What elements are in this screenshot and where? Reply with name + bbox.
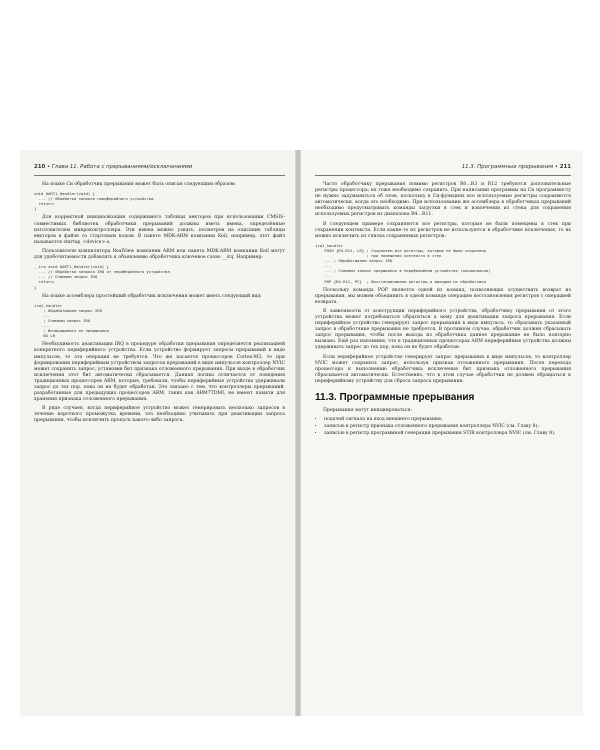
list-item: • записью в регистр программной генерации прерывания STIR контроллера NVIC (см. Главу 8). bbox=[324, 431, 571, 437]
paragraph: Часто обработчику прерывания помимо регистров R0…R3 и R12 требуются дополнительные регистры процессора; их тоже необходимо сохранить. При написании программы на Си программисту не нужно задумываться об этом, поскольку в Си-функциях все используемые регистры сохраняются автоматически, когда это необходимо. При использовании же ассемблера в обработчиках прерываний необходимо предусматривать команды загрузки в стек и извлечения из стека для сохранения используемых регистров из диапазона R4…R11. bbox=[315, 182, 571, 218]
list-item: • записью в регистр признака отложенного прерывания контроллера NVIC (см. Главу 8); bbox=[324, 424, 571, 430]
paragraph: На языке Си обработчик прерывания может быть описан следующим образом: bbox=[42, 182, 236, 187]
header-bullet: • bbox=[46, 164, 51, 170]
paragraph: Если периферийное устройство генерирует запрос прерывания в виде импульсов, то контроллер NVIC может сохранить запрос, используя признак отложенного прерывания. После перехода процессора к выполнению обработчика исключения бит признака отложенного прерывания сбрасывается автоматически. Естественно, что в этом случае обработчик не должен обращаться к периферийному устройству для сброса запроса прерывания. bbox=[315, 354, 571, 384]
left-running-header bbox=[34, 164, 192, 170]
paragraph: Поскольку команда POP является одной из команд, позволяющих осуществить возврат из прерывания, мы можем объединить в одной команде операцию восстановления регистров с операцией возврата. bbox=[315, 287, 571, 305]
left-page-number: 210 bbox=[34, 164, 46, 170]
code-block: __irq void UART1_Handler(void) { ... // Обработка запроса IRQ от периферийного устройства ... // Снимаем запрос IRQ return; } bbox=[34, 264, 170, 290]
code-block: irq1_handler PUSH {R4-R11, LR} ; Сохраняем все регистры, которые не были сохранены ; при помещении контекста в стек ... ; Обрабатываем запрос IRQ ... ... ; Снимаем запрос прерывания в периферийном устройстве (опционально) ... POP {R4-R11, PC} ; Восстанавливаем регистры и выходим из обработчика bbox=[315, 242, 491, 284]
left-header-rule bbox=[34, 175, 285, 176]
paragraph: В зависимости от конструкции периферийного устройства, обработчику прерывания от этого устройства может потребоваться обратиться к нему для деактивации запроса прерывания. Если периферийное устройство генерирует запрос прерывания в виде импульса, то сбрасывать указанный запрос в обработчике прерывания не требуется. В противном случае, обработчик должен сбрасывать запрос прерывания, чтобы после выхода из обработчика данное прерывание не было повторно вызвано. Ещё раз напомним, что в традиционных процессорах ARM периферийные устройства должны удерживать запрос до тех пор, пока он не будет обработан. bbox=[315, 308, 571, 351]
interrupt-sources-list bbox=[315, 417, 571, 437]
left-page bbox=[20, 150, 295, 716]
header-bullet: • bbox=[554, 164, 559, 170]
paragraph: Пользователи компилятора RealView компании ARM или пакета MDK-ARM компании Keil могут для удобочитаемости добавлять к объявлению обработчика ключевое слово __irq. Например: bbox=[34, 248, 285, 261]
right-page-number: 211 bbox=[559, 164, 571, 170]
right-section-title: 11.3. Программные прерывания bbox=[461, 164, 554, 170]
left-text-column bbox=[34, 182, 285, 710]
code-block: void UART1_Handler(void) { ... // Обработка запроса периферийного устройства return; } bbox=[34, 191, 154, 212]
right-page bbox=[301, 150, 583, 716]
paragraph: В следующем примере сохраняются все регистры, которые не были помещены в стек при сохранении контекста. Если какие-то из регистров не используются в обработчике исключения, то их можно исключить из списка сохраняемых регистров: bbox=[315, 221, 571, 239]
section-intro: Прерывания могут инициироваться: bbox=[323, 408, 412, 413]
paragraph: Для корректной инициализации содержимого таблицы векторов при использовании CMSIS-совместимых библиотек обработчики прерываний должны иметь имена, определённые изготовителем микроконтроллера. Эти имена можно узнать, посмотрев на описание таблицы векторов в файле со стартовым кодом. В пакете MDK-ARM компании Keil, например, этот файл называется startup_<device>.s. bbox=[34, 215, 285, 245]
left-chapter-title: Глава 11. Работа с прерываниями/исключениями bbox=[51, 164, 193, 170]
section-heading: 11.3. Программные прерывания bbox=[315, 392, 475, 403]
code-block: irq1_handler ; Обрабатываем запрос IRQ ... ; Снимаем запрос IRQ ... ; Возвращаемся из прерывания BX LR bbox=[34, 302, 109, 339]
paragraph: На языке ассемблера простейший обработчик исключения может иметь следующий вид: bbox=[42, 293, 262, 299]
list-item: • подачей сигнала на вход внешнего прерывания; bbox=[324, 417, 571, 423]
right-running-header bbox=[462, 164, 571, 170]
right-text-column bbox=[315, 182, 571, 710]
paragraph: Необходимость деактивации IRQ в процедуре обработки прерывания определяется реализацией конкретного периферийного устройства. Если устройство формирует запросы прерываний в виде импульсов, то эта операция не требуется. Что же касается процессоров Cortex-M3, то при формировании периферийным устройством запросов прерываний в виде импульсов контроллер NVIC может сохранить запрос, установив бит признака отложенного прерывания. При входе в обработчик исключения этот бит автоматически сбрасывается. Данная логика отличается от поведения традиционных процессоров ARM, которые, требовали, чтобы периферийные устройства удерживали запрос до тех пор, пока он не будет обработан. Это связано с тем, что контроллеры прерываний, разработанные для предыдущих процессоров ARM, таких как ARM7TDMI, не имеют памяти для хранения признака отложенного прерывания. bbox=[34, 342, 285, 403]
right-header-rule bbox=[315, 175, 571, 176]
paragraph: В ряде случаев, когда периферийное устройство может генерировать несколько запросов в течение короткого промежутка времени, это необходимо учитывать при деактивации запроса прерывания, чтобы исключить пропуск какого-либо запроса. bbox=[34, 406, 285, 424]
